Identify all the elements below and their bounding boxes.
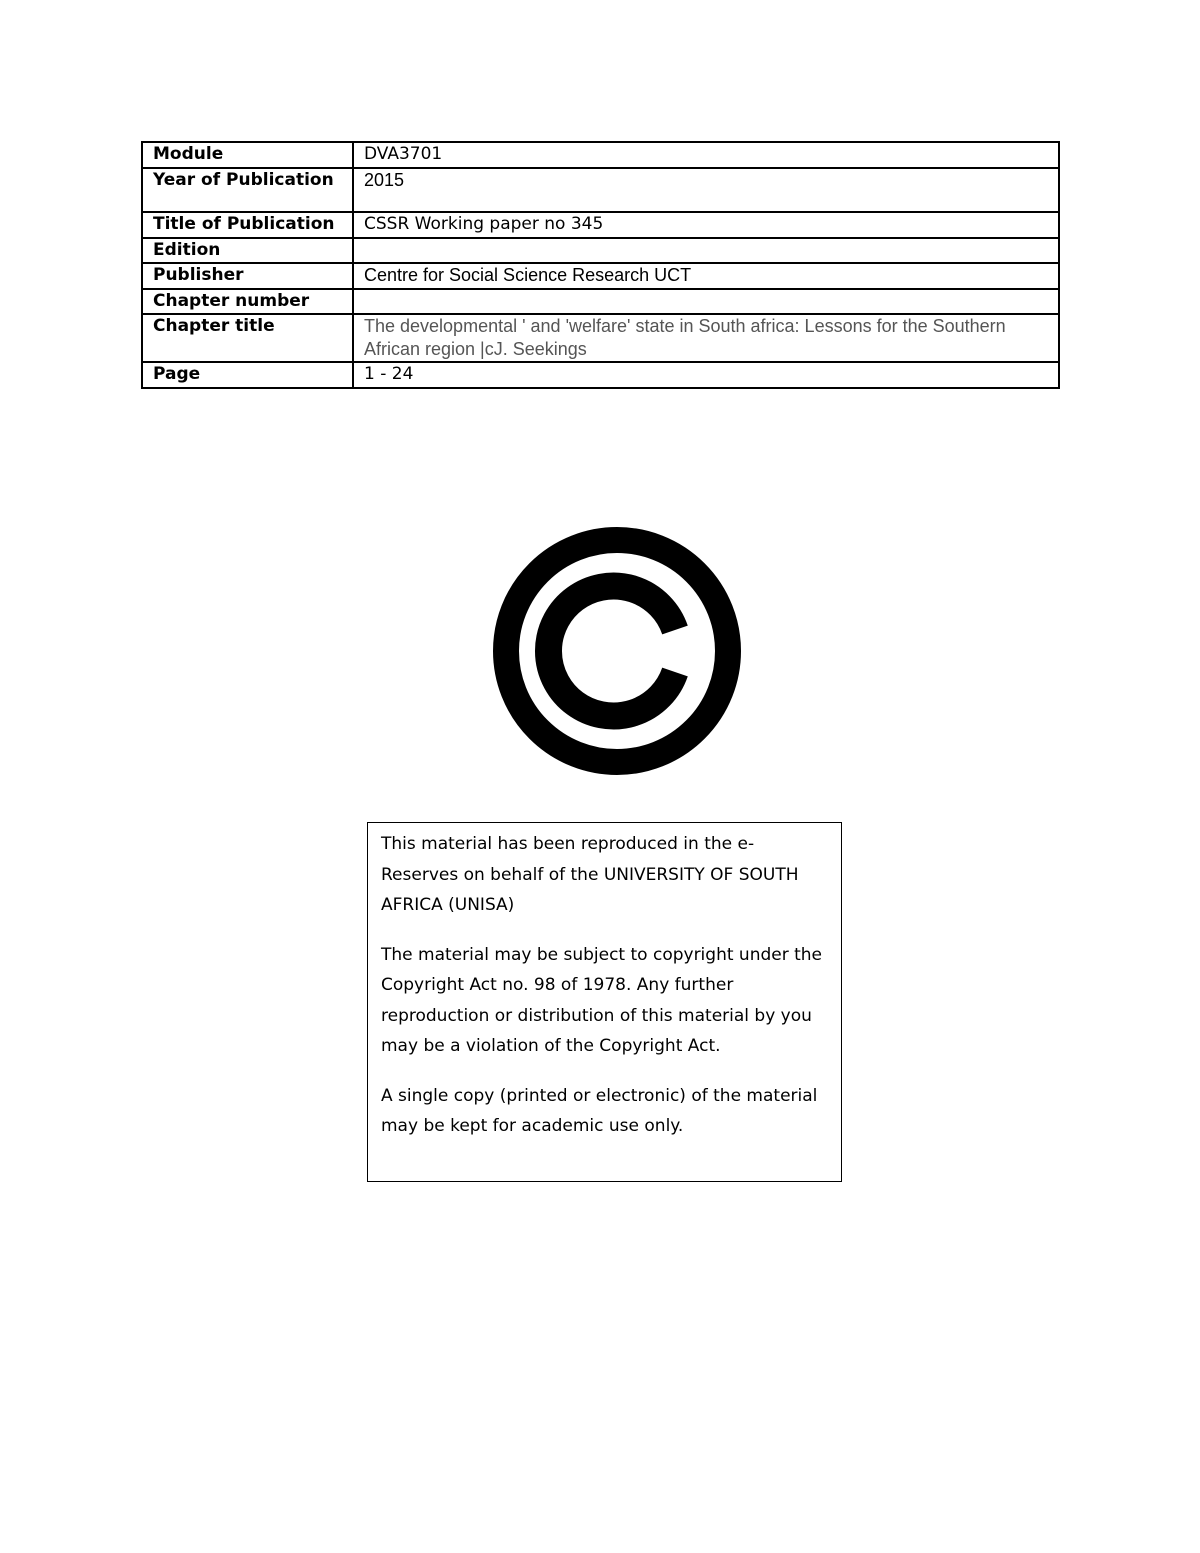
row-label-chapter-title: Chapter title xyxy=(142,314,353,362)
notice-paragraph-copyright-act: The material may be subject to copyright under the Copyright Act no. 98 of 1978. Any further reproduction or distribution of this material by you may be a violation of the Copyright Act. xyxy=(381,944,823,1056)
publication-metadata-table xyxy=(141,141,1060,389)
table-row-page xyxy=(142,362,1059,388)
row-value-publisher: Centre for Social Science Research UCT xyxy=(353,263,1059,289)
row-label-title: Title of Publication xyxy=(142,212,353,238)
table-row-chapter-title xyxy=(142,314,1059,362)
table-row-edition xyxy=(142,238,1059,263)
table-row-module xyxy=(142,142,1059,168)
table-row-title xyxy=(142,212,1059,238)
row-label-year: Year of Publication xyxy=(142,168,353,212)
row-label-edition: Edition xyxy=(142,238,353,263)
notice-paragraph-reproduction: This material has been reproduced in the e-Reserves on behalf of the UNIVERSITY OF SOUTH AFRICA (UNISA) xyxy=(381,834,799,915)
row-value-title: CSSR Working paper no 345 xyxy=(353,212,1059,238)
row-value-page: 1 - 24 xyxy=(353,362,1059,388)
row-label-publisher: Publisher xyxy=(142,263,353,289)
row-label-module: Module xyxy=(142,142,353,168)
table-row-chapter-number xyxy=(142,289,1059,314)
row-value-year: 2015 xyxy=(353,168,1059,212)
row-label-chapter-number: Chapter number xyxy=(142,289,353,314)
notice-paragraph-single-copy: A single copy (printed or electronic) of the material may be kept for academic use only. xyxy=(381,1085,818,1136)
copyright-icon xyxy=(493,527,741,775)
row-value-chapter-number xyxy=(353,289,1059,314)
copyright-notice-box xyxy=(367,822,842,1182)
row-value-chapter-title: The developmental ' and 'welfare' state in South africa: Lessons for the Southern African region |cJ. Seekings xyxy=(353,314,1059,362)
row-label-page: Page xyxy=(142,362,353,388)
table-row-year xyxy=(142,168,1059,212)
table-row-publisher xyxy=(142,263,1059,289)
row-value-edition xyxy=(353,238,1059,263)
row-value-module: DVA3701 xyxy=(353,142,1059,168)
